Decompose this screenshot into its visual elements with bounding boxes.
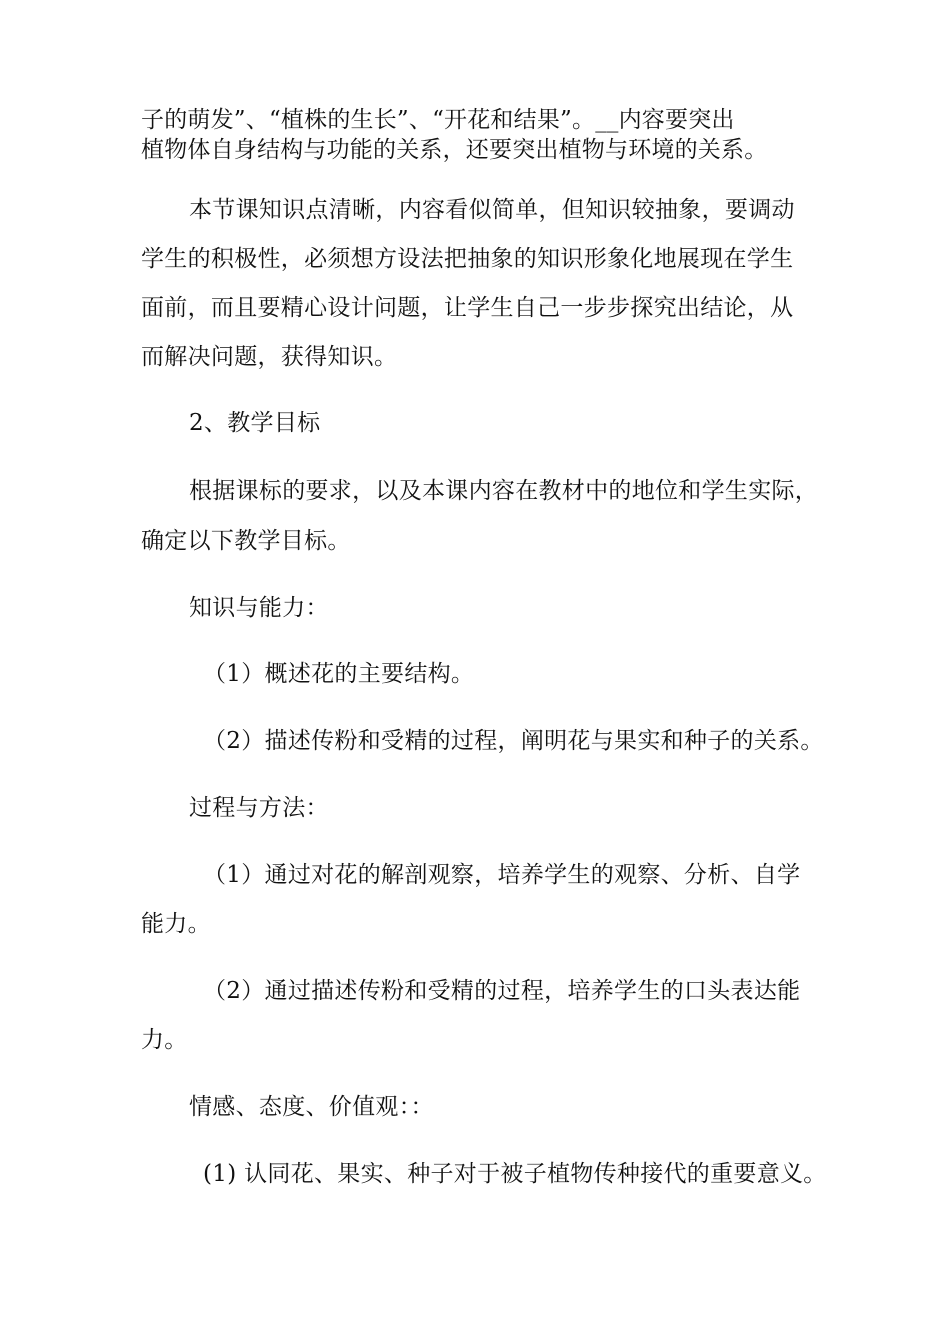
list-item-knowledge-2: （2）描述传粉和受精的过程，阐明花与果实和种子的关系。	[203, 728, 824, 754]
text-line-6: 而解决问题，获得知识。	[141, 344, 398, 370]
subheading-process-method: 过程与方法：	[189, 795, 329, 821]
subheading-emotion-attitude-values: 情感、态度、价值观：：	[189, 1094, 434, 1120]
text-line-15: 能力。	[141, 911, 211, 937]
subheading-knowledge-ability: 知识与能力：	[189, 595, 329, 621]
text-line-5: 面前，而且要精心设计问题，让学生自己一步步探究出结论，从	[141, 295, 794, 321]
text-line-3: 本节课知识点清晰，内容看似简单，但知识较抽象，要调动	[189, 197, 795, 223]
list-item-process-1: （1）通过对花的解剖观察，培养学生的观察、分析、自学	[203, 862, 801, 888]
text-line-4: 学生的积极性，必须想方设法把抽象的知识形象化地展现在学生	[141, 246, 794, 272]
list-item-emotion-1: (1) 认同花、果实、种子对于被子植物传种接代的重要意义。	[203, 1161, 827, 1187]
text-line-1: 子的萌发”、“植株的生长”、“开花和结果”。__内容要突出	[141, 107, 735, 133]
text-line-17: 力。	[141, 1027, 188, 1053]
text-line-8: 根据课标的要求，以及本课内容在教材中的地位和学生实际，	[189, 478, 819, 504]
text-line-2: 植物体自身结构与功能的关系，还要突出植物与环境的关系。	[141, 137, 768, 163]
list-item-knowledge-1: （1）概述花的主要结构。	[203, 661, 475, 687]
section-heading-teaching-goals: 2、教学目标	[189, 410, 321, 436]
text-line-9: 确定以下教学目标。	[141, 528, 351, 554]
list-item-process-2: （2）通过描述传粉和受精的过程，培养学生的口头表达能	[203, 978, 801, 1004]
